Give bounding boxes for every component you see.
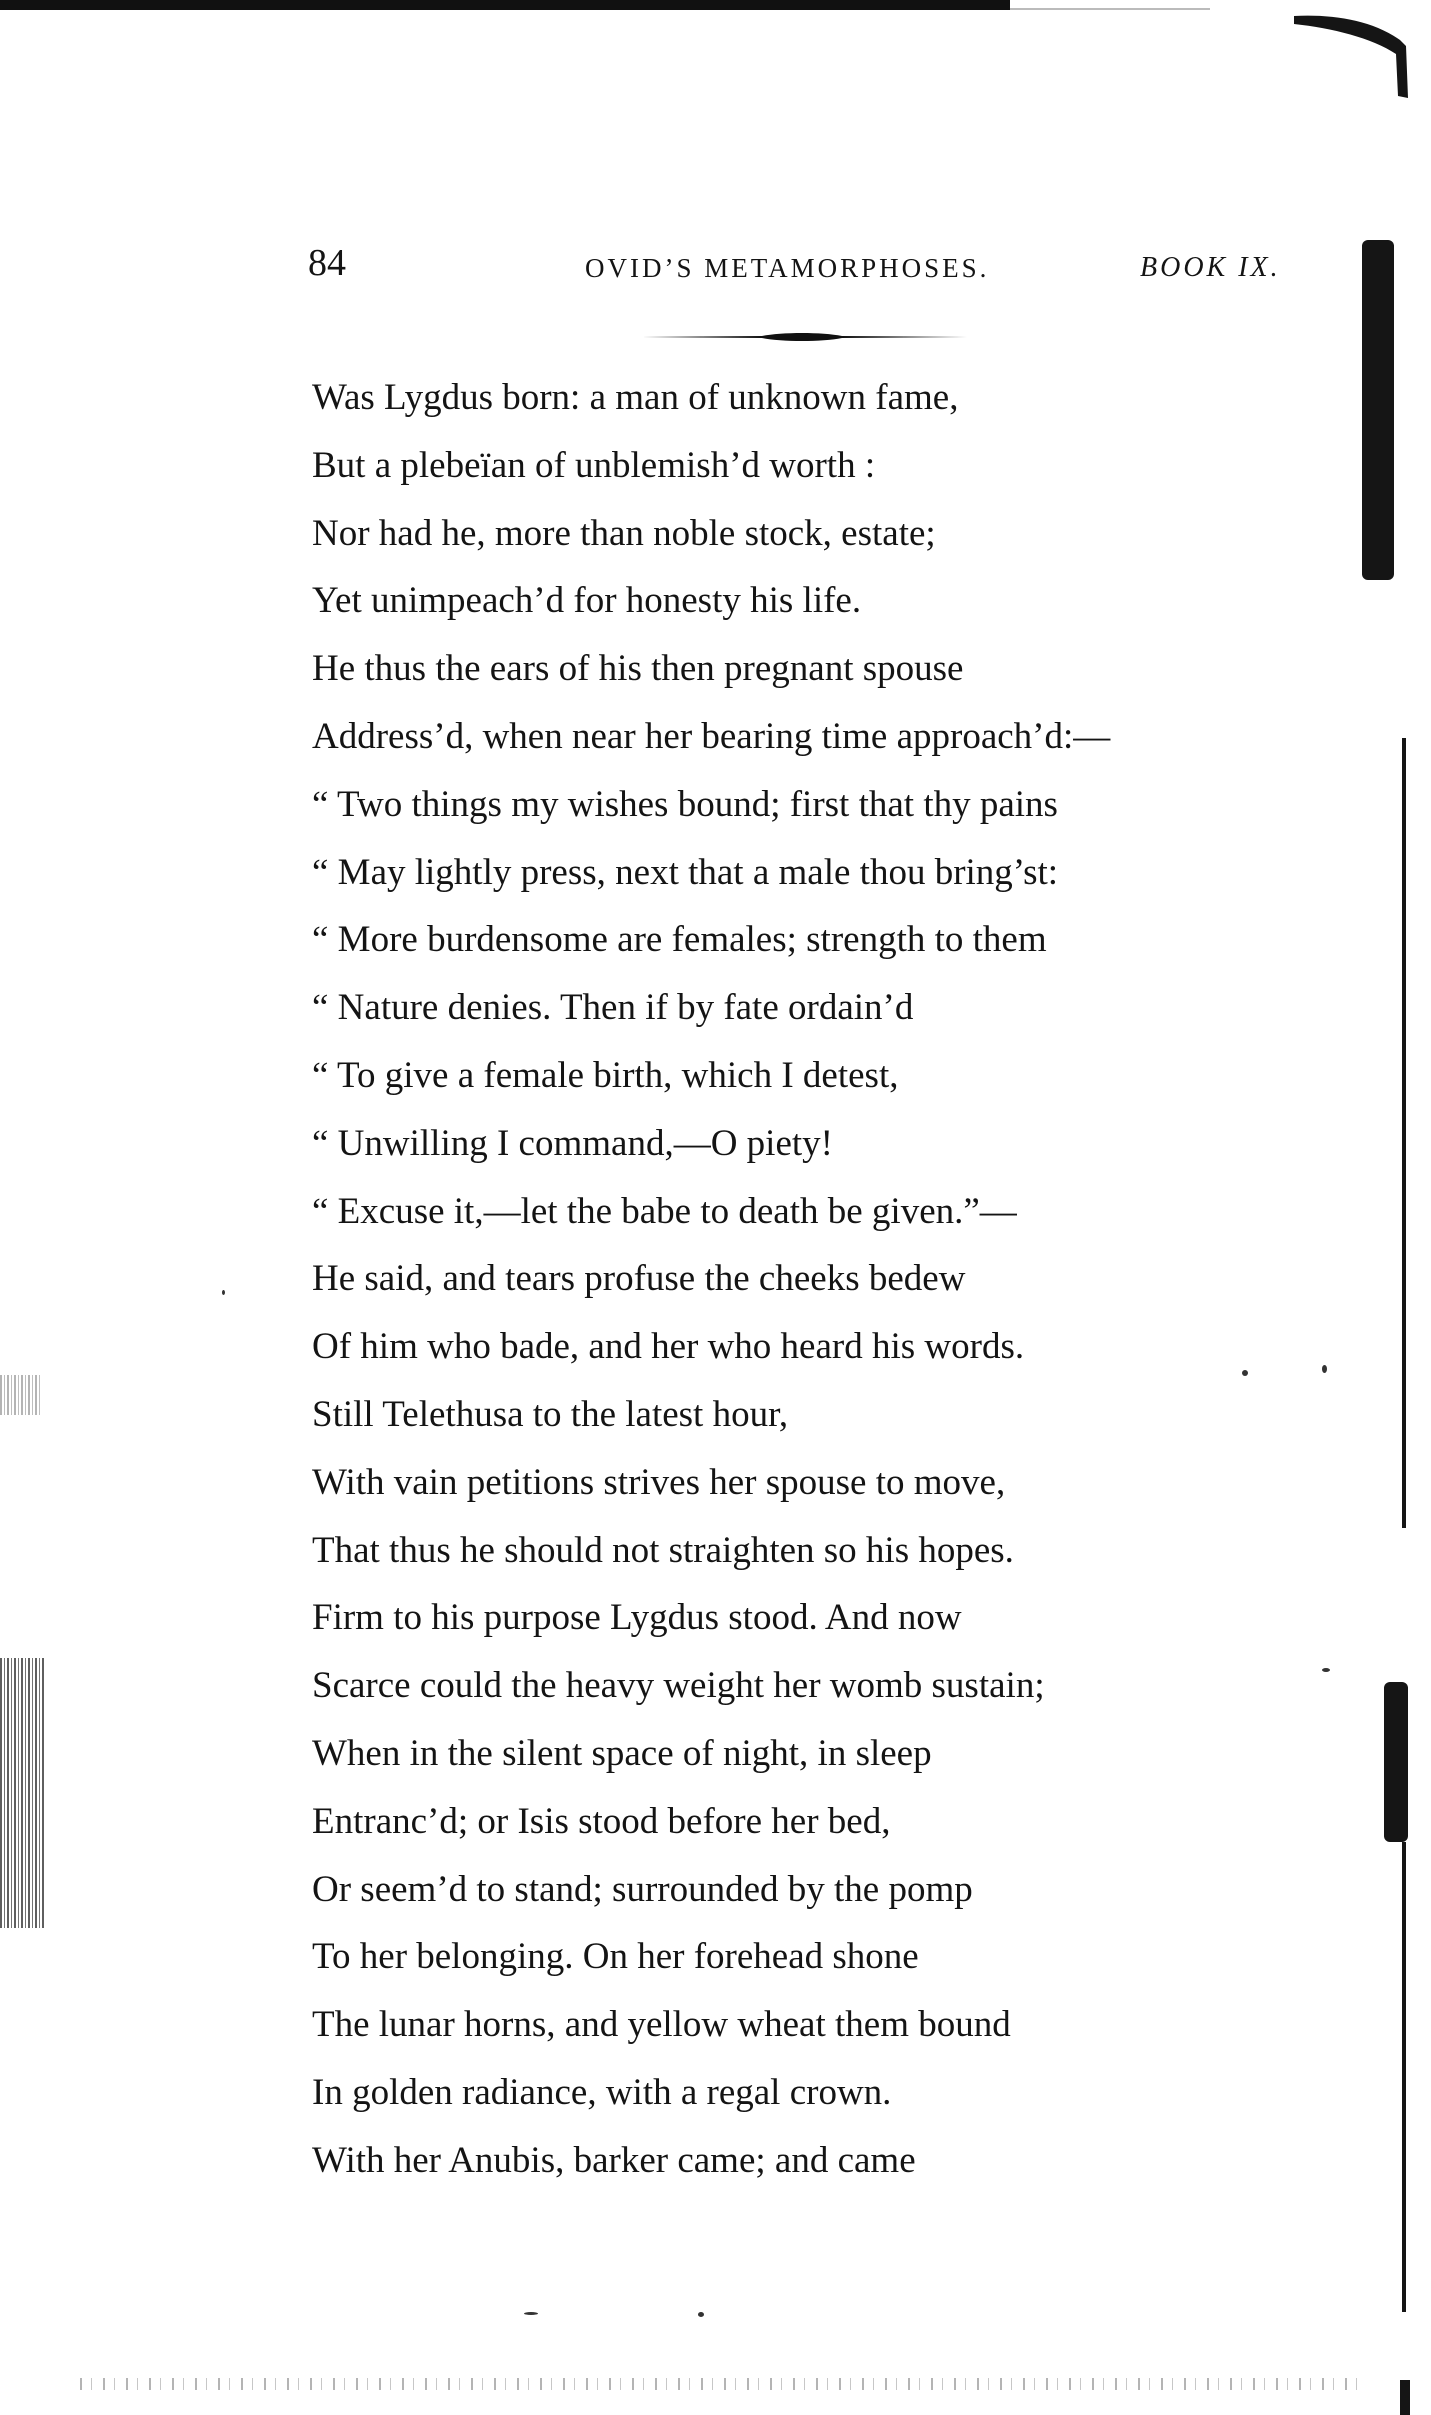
scan-bottom-noise	[80, 2378, 1360, 2390]
verse-line: Firm to his purpose Lygdus stood. And now	[312, 1597, 962, 1639]
binding-mark-2	[0, 1375, 40, 1415]
verse-line: But a plebeïan of unblemish’d worth :	[312, 444, 876, 486]
verse-line: He said, and tears profuse the cheeks bedew	[312, 1258, 966, 1300]
verse-line: The lunar horns, and yellow wheat them bound	[312, 2004, 1011, 2046]
scan-speck	[698, 2312, 704, 2317]
scan-edge-line-1	[1402, 738, 1406, 1528]
verse-line: Or seem’d to stand; surrounded by the pomp	[312, 1868, 973, 1910]
verse-line: “ To give a female birth, which I detest,	[312, 1054, 899, 1096]
verse-line: With vain petitions strives her spouse to move,	[312, 1461, 1006, 1503]
verse-line: Nor had he, more than noble stock, estate;	[312, 512, 936, 554]
verse-line: Of him who bade, and her who heard his words.	[312, 1326, 1025, 1368]
scan-speck	[222, 1290, 225, 1295]
book-title: OVID’S METAMORPHOSES.	[585, 253, 990, 283]
ornamental-rule	[642, 332, 967, 342]
scan-edge-line-2	[1402, 1842, 1406, 2312]
scan-edge-bar-2	[1384, 1682, 1408, 1842]
verse-line: “ Nature denies. Then if by fate ordain’d	[312, 987, 914, 1029]
verse-line: “ More burdensome are females; strength to them	[312, 919, 1047, 961]
verse-line: He thus the ears of his then pregnant spouse	[312, 648, 964, 690]
verse-line: Still Telethusa to the latest hour,	[312, 1393, 789, 1435]
binding-mark-1	[0, 1658, 46, 1928]
verse-line: Address’d, when near her bearing time approach’d:—	[312, 715, 1111, 757]
scan-top-edge	[0, 0, 1010, 10]
verse-line: “ May lightly press, next that a male thou bring’st:	[312, 851, 1059, 893]
verse-line: When in the silent space of night, in sleep	[312, 1732, 932, 1774]
running-head	[0, 238, 1431, 298]
page-corner-fold	[1292, 10, 1412, 100]
verse-body	[312, 364, 1352, 2195]
verse-line: Yet unimpeach’d for honesty his life.	[312, 580, 862, 622]
verse-line: To her belonging. On her forehead shone	[312, 1936, 919, 1978]
scan-edge-line-3	[1400, 2380, 1410, 2415]
scan-speck	[524, 2312, 538, 2315]
scan-top-edge-faint	[1010, 8, 1210, 10]
page-number: 84	[308, 242, 346, 284]
verse-line: “ Two things my wishes bound; first that thy pains	[312, 783, 1058, 825]
verse-line: “ Unwilling I command,—O piety!	[312, 1122, 833, 1164]
verse-line: In golden radiance, with a regal crown.	[312, 2071, 892, 2113]
verse-line: With her Anubis, barker came; and came	[312, 2139, 916, 2181]
verse-line: “ Excuse it,—let the babe to death be given.”—	[312, 1190, 1017, 1232]
book-label: BOOK IX.	[1140, 252, 1281, 283]
verse-line: Entranc’d; or Isis stood before her bed,	[312, 1800, 891, 1842]
verse-line: That thus he should not straighten so his hopes.	[312, 1529, 1014, 1571]
verse-line: Was Lygdus born: a man of unknown fame,	[312, 377, 959, 418]
verse-line: Scarce could the heavy weight her womb sustain;	[312, 1665, 1045, 1707]
